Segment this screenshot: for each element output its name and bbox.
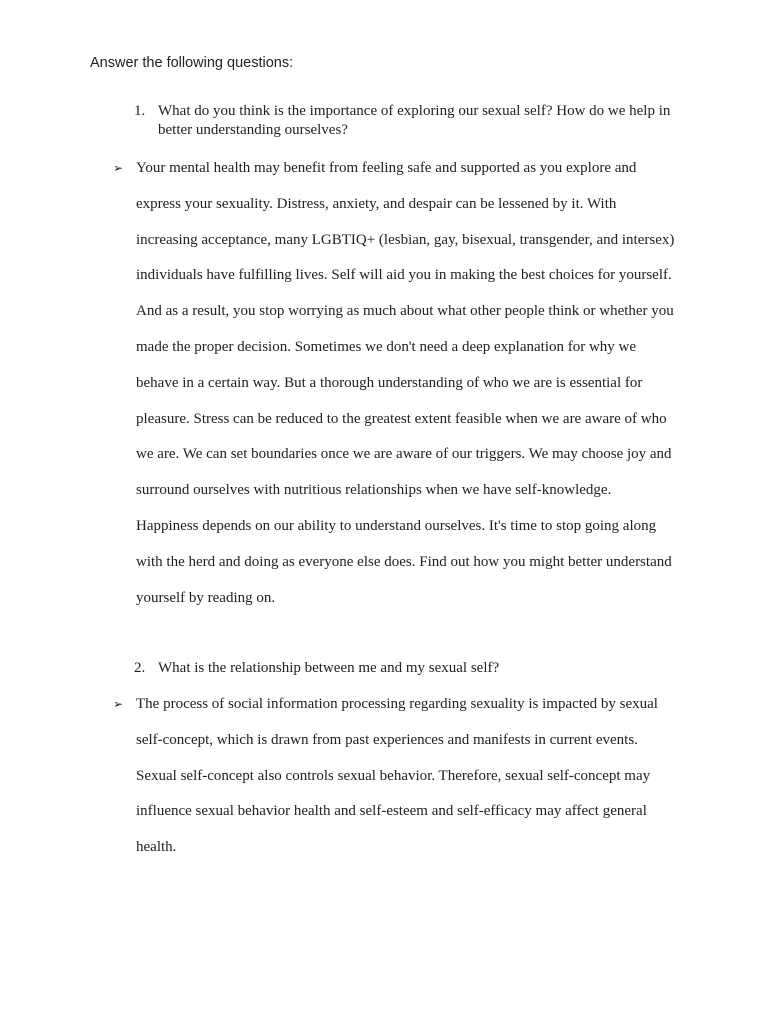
answer-line: influence sexual behavior health and self-esteem and self-efficacy may affect general xyxy=(136,803,647,820)
answer-2 xyxy=(113,687,693,866)
answer-line: self-concept, which is drawn from past experiences and manifests in current events. xyxy=(136,731,638,748)
question-number: 1. xyxy=(134,103,146,119)
answer-line: Sexual self-concept also controls sexual behavior. Therefore, sexual self-concept may xyxy=(136,767,651,784)
answer-line: with the herd and doing as everyone else does. Find out how you might better understand xyxy=(136,553,672,570)
answer-line: we are. We can set boundaries once we are aware of our triggers. We may choose joy and xyxy=(136,446,672,463)
question-text: What is the relationship between me and my sexual self? xyxy=(158,660,500,676)
arrow-bullet-icon: ➢ xyxy=(113,697,124,711)
arrow-bullet-icon: ➢ xyxy=(113,161,124,175)
question-1 xyxy=(134,102,694,140)
question-number: 2. xyxy=(134,660,146,676)
answer-line: individuals have fulfilling lives. Self will aid you in making the best choices for yourself. xyxy=(136,267,672,284)
answer-line: And as a result, you stop worrying as much about what other people think or whether you xyxy=(136,303,674,320)
answer-line: behave in a certain way. But a thorough understanding of who we are is essential for xyxy=(136,374,643,391)
question-text: What do you think is the importance of exploring our sexual self? How do we help in better understanding ourselves? xyxy=(158,103,671,138)
answer-line: Happiness depends on our ability to understand ourselves. It's time to stop going along xyxy=(136,517,657,534)
answer-1 xyxy=(113,151,693,616)
document-heading: Answer the following questions: xyxy=(90,55,294,71)
answer-line: surround ourselves with nutritious relationships when we have self-knowledge. xyxy=(136,482,612,499)
answer-line: express your sexuality. Distress, anxiety, and despair can be lessened by it. With xyxy=(136,195,617,212)
answer-line: yourself by reading on. xyxy=(136,589,276,606)
answer-line: Your mental health may benefit from feeling safe and supported as you explore and xyxy=(136,160,637,176)
question-2 xyxy=(134,659,694,678)
answer-line: increasing acceptance, many LGBTIQ+ (lesbian, gay, bisexual, transgender, and intersex) xyxy=(136,231,675,248)
answer-line: pleasure. Stress can be reduced to the greatest extent feasible when we are aware of who xyxy=(136,410,667,427)
answer-line: made the proper decision. Sometimes we don't need a deep explanation for why we xyxy=(136,338,637,355)
answer-line: The process of social information processing regarding sexuality is impacted by sexual xyxy=(136,696,658,712)
answer-line: health. xyxy=(136,839,177,856)
